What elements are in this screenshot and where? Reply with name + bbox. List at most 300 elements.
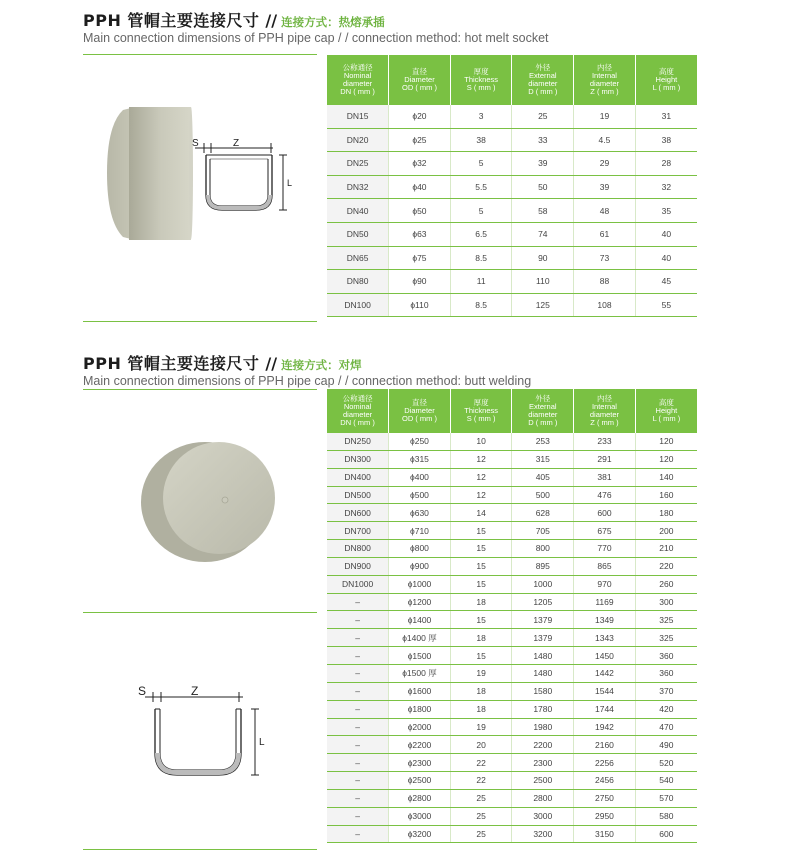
table-cell: 140 (635, 468, 697, 486)
table-cell: – (327, 825, 389, 843)
table-cell: – (327, 718, 389, 736)
butt-section-drawing (83, 613, 317, 849)
z-label: Z (191, 684, 199, 698)
table-cell: 18 (450, 682, 512, 700)
table-cell: 15 (450, 611, 512, 629)
table-row (327, 199, 697, 223)
table-cell: 20 (450, 736, 512, 754)
header-line: Internal (591, 71, 617, 80)
table-cell: 490 (635, 736, 697, 754)
table-row (327, 629, 697, 647)
header-line: S ( mm ) (466, 414, 496, 423)
table-cell: 1205 (512, 593, 574, 611)
header-line: D ( mm ) (528, 87, 558, 96)
table-cell: 15 (450, 575, 512, 593)
table-cell: ɸ2300 (389, 754, 451, 772)
table-cell: 32 (635, 175, 697, 199)
header-line: L ( mm ) (652, 83, 681, 92)
table-cell: DN100 (327, 293, 389, 317)
table-cell: 300 (635, 593, 697, 611)
section-subtitle: Main connection dimensions of PPH pipe cap / / connection method: hot melt socket (83, 31, 549, 45)
table-cell: 600 (635, 825, 697, 843)
table-cell: ɸ1400 厚 (389, 629, 451, 647)
table-row (327, 293, 697, 317)
header-line: DN ( mm ) (340, 87, 375, 96)
table-row (327, 105, 697, 128)
column-header (574, 389, 636, 433)
table-cell: – (327, 754, 389, 772)
table-cell: 1480 (512, 647, 574, 665)
table-cell: 420 (635, 700, 697, 718)
table-cell: 6.5 (450, 222, 512, 246)
table-cell: 210 (635, 540, 697, 558)
header-line: diameter (528, 79, 558, 88)
table-cell: 120 (635, 450, 697, 468)
table-cell: ɸ800 (389, 540, 451, 558)
table-cell: 74 (512, 222, 574, 246)
table-cell: 58 (512, 199, 574, 223)
table-cell: ɸ63 (389, 222, 451, 246)
table-row (327, 522, 697, 540)
header-line: Z ( mm ) (590, 87, 619, 96)
header-line: 公称通径 (342, 394, 373, 403)
table-cell: 200 (635, 522, 697, 540)
header-line: Internal (591, 402, 617, 411)
table-cell: 1780 (512, 700, 574, 718)
table-cell: 381 (574, 468, 636, 486)
socket-dimension-table (327, 55, 697, 317)
table-cell: 2950 (574, 807, 636, 825)
table-row (327, 540, 697, 558)
cap-body (129, 107, 191, 240)
header-line: 外径 (535, 394, 551, 403)
table-row (327, 557, 697, 575)
header-line: OD ( mm ) (401, 83, 437, 92)
table-row (327, 754, 697, 772)
table-cell: 88 (574, 270, 636, 294)
header-line: 外径 (535, 63, 551, 72)
table-cell: ɸ315 (389, 450, 451, 468)
table-cell: 570 (635, 789, 697, 807)
table-row (327, 825, 697, 843)
table-cell: DN400 (327, 468, 389, 486)
cap-face (163, 442, 275, 554)
table-cell: ɸ1400 (389, 611, 451, 629)
table-cell: DN20 (327, 128, 389, 152)
table-cell: ɸ110 (389, 293, 451, 317)
header-line: Diameter (404, 75, 435, 84)
column-header (512, 55, 574, 105)
table-cell: 1480 (512, 664, 574, 682)
table-cell: 470 (635, 718, 697, 736)
table-cell: 3 (450, 105, 512, 128)
column-header (389, 55, 451, 105)
table-cell: 1343 (574, 629, 636, 647)
table-cell: ɸ32 (389, 152, 451, 176)
table-row (327, 175, 697, 199)
table-cell: ɸ710 (389, 522, 451, 540)
table-cell: DN300 (327, 450, 389, 468)
table-cell: 33 (512, 128, 574, 152)
table-cell: 18 (450, 593, 512, 611)
header-line: diameter (589, 79, 620, 88)
header-line: Thickness (464, 406, 499, 415)
table-row (327, 246, 697, 270)
table-cell: 2256 (574, 754, 636, 772)
table-cell: 25 (450, 789, 512, 807)
connection-method: 连接方式：热熔承插 (281, 15, 385, 29)
table-cell: 10 (450, 433, 512, 450)
table-row (327, 664, 697, 682)
l-label: L (287, 178, 293, 188)
header-line: 直径 (411, 67, 427, 76)
column-header (450, 55, 512, 105)
table-row (327, 807, 697, 825)
table-cell: 1980 (512, 718, 574, 736)
table-cell: 2456 (574, 772, 636, 790)
column-header (574, 55, 636, 105)
table-cell: 1379 (512, 629, 574, 647)
section-subtitle: Main connection dimensions of PPH pipe cap / / connection method: butt welding (83, 374, 532, 388)
table-cell: – (327, 736, 389, 754)
table-cell: DN900 (327, 557, 389, 575)
table-row (327, 504, 697, 522)
product-image-box (83, 389, 317, 614)
table-cell: 11 (450, 270, 512, 294)
s-label: S (192, 138, 199, 149)
table-cell: 15 (450, 557, 512, 575)
socket-section-drawing (195, 143, 287, 210)
table-cell: DN40 (327, 199, 389, 223)
table-cell: 3200 (512, 825, 574, 843)
header-line: 厚度 (473, 67, 489, 76)
table-cell: 325 (635, 611, 697, 629)
table-cell: 4.5 (574, 128, 636, 152)
product-image-box (83, 54, 317, 322)
table-cell: 3150 (574, 825, 636, 843)
table-cell: – (327, 629, 389, 647)
table-cell: 865 (574, 557, 636, 575)
table-cell: 15 (450, 647, 512, 665)
table-row (327, 433, 697, 450)
column-header (450, 389, 512, 433)
table-cell: 540 (635, 772, 697, 790)
table-cell: ɸ1600 (389, 682, 451, 700)
header-line: 直径 (411, 398, 427, 407)
title-cn: PPH 管帽主要连接尺寸 (83, 11, 260, 30)
table-cell: 675 (574, 522, 636, 540)
socket-cap-illustration (83, 55, 317, 321)
table-cell: 360 (635, 647, 697, 665)
header-line: 高度 (658, 67, 674, 76)
column-header (389, 389, 451, 433)
header-line: diameter (342, 410, 373, 419)
header-line: Nominal (343, 402, 372, 411)
s-label: S (138, 684, 147, 698)
table-row (327, 682, 697, 700)
table-cell: 800 (512, 540, 574, 558)
table-cell: – (327, 682, 389, 700)
table-row (327, 468, 697, 486)
table-cell: DN65 (327, 246, 389, 270)
table-cell: DN500 (327, 486, 389, 504)
table-cell: 233 (574, 433, 636, 450)
table-cell: – (327, 593, 389, 611)
table-cell: 5.5 (450, 175, 512, 199)
table-cell: ɸ3200 (389, 825, 451, 843)
table-cell: 370 (635, 682, 697, 700)
table-cell: 2500 (512, 772, 574, 790)
table-cell: 14 (450, 504, 512, 522)
table-cell: 125 (512, 293, 574, 317)
connection-method: 连接方式：对焊 (281, 358, 362, 372)
table-cell: 40 (635, 246, 697, 270)
table-cell: – (327, 772, 389, 790)
table-cell: ɸ900 (389, 557, 451, 575)
table-cell: 39 (512, 152, 574, 176)
table-cell: 3000 (512, 807, 574, 825)
column-header (512, 389, 574, 433)
table-cell: 253 (512, 433, 574, 450)
header-line: OD ( mm ) (401, 414, 437, 423)
header-line: 内径 (596, 394, 612, 403)
table-row (327, 128, 697, 152)
table-cell: 315 (512, 450, 574, 468)
table-cell: 1442 (574, 664, 636, 682)
header-line: DN ( mm ) (340, 418, 375, 427)
table-cell: 31 (635, 105, 697, 128)
table-cell: ɸ50 (389, 199, 451, 223)
column-header (635, 389, 697, 433)
table-cell: 405 (512, 468, 574, 486)
table-row (327, 718, 697, 736)
table-cell: 38 (635, 128, 697, 152)
table-cell: 40 (635, 222, 697, 246)
diagram-box (83, 612, 317, 850)
table-cell: 8.5 (450, 293, 512, 317)
table-cell: 25 (512, 105, 574, 128)
header-line: External (529, 402, 557, 411)
header-line: 高度 (658, 398, 674, 407)
table-cell: 1580 (512, 682, 574, 700)
table-cell: DN50 (327, 222, 389, 246)
header-line: 厚度 (473, 398, 489, 407)
table-cell: DN32 (327, 175, 389, 199)
table-cell: 18 (450, 700, 512, 718)
header-line: 内径 (596, 63, 612, 72)
table-cell: 8.5 (450, 246, 512, 270)
table-cell: ɸ2000 (389, 718, 451, 736)
table-cell: 28 (635, 152, 697, 176)
table-cell: ɸ400 (389, 468, 451, 486)
cap-gate-mark (222, 497, 228, 503)
table-cell: 1379 (512, 611, 574, 629)
table-cell: – (327, 807, 389, 825)
table-row (327, 575, 697, 593)
table-cell: 2300 (512, 754, 574, 772)
table-cell: 770 (574, 540, 636, 558)
header-line: 公称通径 (342, 63, 373, 72)
table-cell: ɸ3000 (389, 807, 451, 825)
table-cell: ɸ2800 (389, 789, 451, 807)
table-row (327, 152, 697, 176)
table-cell: 22 (450, 772, 512, 790)
table-cell: 48 (574, 199, 636, 223)
table-cell: 90 (512, 246, 574, 270)
table-cell: 1450 (574, 647, 636, 665)
table-cell: 1349 (574, 611, 636, 629)
table-row (327, 450, 697, 468)
table-cell: DN15 (327, 105, 389, 128)
table-row (327, 222, 697, 246)
header-line: Height (655, 75, 678, 84)
table-cell: ɸ630 (389, 504, 451, 522)
table-cell: 12 (450, 486, 512, 504)
table-row (327, 486, 697, 504)
section-title (83, 351, 362, 373)
table-cell: 50 (512, 175, 574, 199)
title-slash: // (265, 354, 278, 373)
table-cell: 2160 (574, 736, 636, 754)
butt-cap-illustration (83, 390, 317, 613)
table-cell: 260 (635, 575, 697, 593)
table-cell: 600 (574, 504, 636, 522)
header-line: Height (655, 406, 678, 415)
table-cell: 2800 (512, 789, 574, 807)
table-cell: ɸ40 (389, 175, 451, 199)
table-row (327, 736, 697, 754)
table-cell: 61 (574, 222, 636, 246)
table-cell: 500 (512, 486, 574, 504)
table-cell: ɸ1200 (389, 593, 451, 611)
table-header-row (327, 389, 697, 433)
table-cell: DN800 (327, 540, 389, 558)
table-header-row (327, 55, 697, 105)
table-cell: ɸ500 (389, 486, 451, 504)
table-cell: 29 (574, 152, 636, 176)
table-cell: ɸ1800 (389, 700, 451, 718)
table-cell: 45 (635, 270, 697, 294)
column-header (327, 389, 389, 433)
table-cell: 220 (635, 557, 697, 575)
table-cell: – (327, 700, 389, 718)
header-line: Diameter (404, 406, 435, 415)
column-header (635, 55, 697, 105)
table-cell: 19 (574, 105, 636, 128)
table-cell: – (327, 647, 389, 665)
table-row (327, 789, 697, 807)
section-title (83, 8, 385, 30)
title-cn: PPH 管帽主要连接尺寸 (83, 354, 260, 373)
table-cell: 1744 (574, 700, 636, 718)
table-cell: 580 (635, 807, 697, 825)
table-cell: 1942 (574, 718, 636, 736)
title-slash: // (265, 11, 278, 30)
table-cell: 15 (450, 522, 512, 540)
table-cell: 705 (512, 522, 574, 540)
header-line: diameter (342, 79, 373, 88)
table-cell: 5 (450, 152, 512, 176)
table-cell: – (327, 611, 389, 629)
table-cell: DN25 (327, 152, 389, 176)
table-row (327, 647, 697, 665)
table-cell: ɸ1500 (389, 647, 451, 665)
z-label: Z (233, 138, 240, 149)
table-cell: ɸ250 (389, 433, 451, 450)
header-line: Thickness (464, 75, 499, 84)
table-row (327, 772, 697, 790)
table-cell: 476 (574, 486, 636, 504)
table-cell: ɸ90 (389, 270, 451, 294)
table-cell: DN600 (327, 504, 389, 522)
table-cell: ɸ1500 厚 (389, 664, 451, 682)
table-cell: 5 (450, 199, 512, 223)
table-cell: 291 (574, 450, 636, 468)
table-cell: 22 (450, 754, 512, 772)
header-line: D ( mm ) (528, 418, 558, 427)
table-cell: 160 (635, 486, 697, 504)
l-label: L (259, 737, 265, 748)
column-header (327, 55, 389, 105)
table-cell: 25 (450, 807, 512, 825)
table-row (327, 611, 697, 629)
table-row (327, 700, 697, 718)
table-cell: ɸ75 (389, 246, 451, 270)
table-cell: ɸ25 (389, 128, 451, 152)
table-cell: ɸ20 (389, 105, 451, 128)
header-line: L ( mm ) (652, 414, 681, 423)
table-cell: 970 (574, 575, 636, 593)
table-cell: 19 (450, 664, 512, 682)
table-cell: 55 (635, 293, 697, 317)
cap-dome (107, 108, 131, 239)
table-cell: 1000 (512, 575, 574, 593)
table-cell: 108 (574, 293, 636, 317)
table-cell: DN250 (327, 433, 389, 450)
header-line: Nominal (343, 71, 372, 80)
header-line: S ( mm ) (466, 83, 496, 92)
butt-dimension-table (327, 389, 697, 843)
header-line: External (529, 71, 557, 80)
table-cell: ɸ2500 (389, 772, 451, 790)
table-cell: 73 (574, 246, 636, 270)
table-cell: 180 (635, 504, 697, 522)
table-cell: 18 (450, 629, 512, 647)
table-cell: 15 (450, 540, 512, 558)
table-cell: 110 (512, 270, 574, 294)
table-cell: 520 (635, 754, 697, 772)
table-cell: 1169 (574, 593, 636, 611)
table-cell: 12 (450, 450, 512, 468)
table-cell: 895 (512, 557, 574, 575)
table-cell: 1544 (574, 682, 636, 700)
table-row (327, 593, 697, 611)
table-cell: ɸ2200 (389, 736, 451, 754)
table-cell: 325 (635, 629, 697, 647)
table-cell: – (327, 664, 389, 682)
table-cell: 2200 (512, 736, 574, 754)
table-cell: 120 (635, 433, 697, 450)
table-cell: 628 (512, 504, 574, 522)
table-cell: DN80 (327, 270, 389, 294)
table-cell: 2750 (574, 789, 636, 807)
table-cell: 25 (450, 825, 512, 843)
table-cell: 360 (635, 664, 697, 682)
table-cell: DN700 (327, 522, 389, 540)
table-cell: 39 (574, 175, 636, 199)
table-cell: 19 (450, 718, 512, 736)
table-cell: DN1000 (327, 575, 389, 593)
